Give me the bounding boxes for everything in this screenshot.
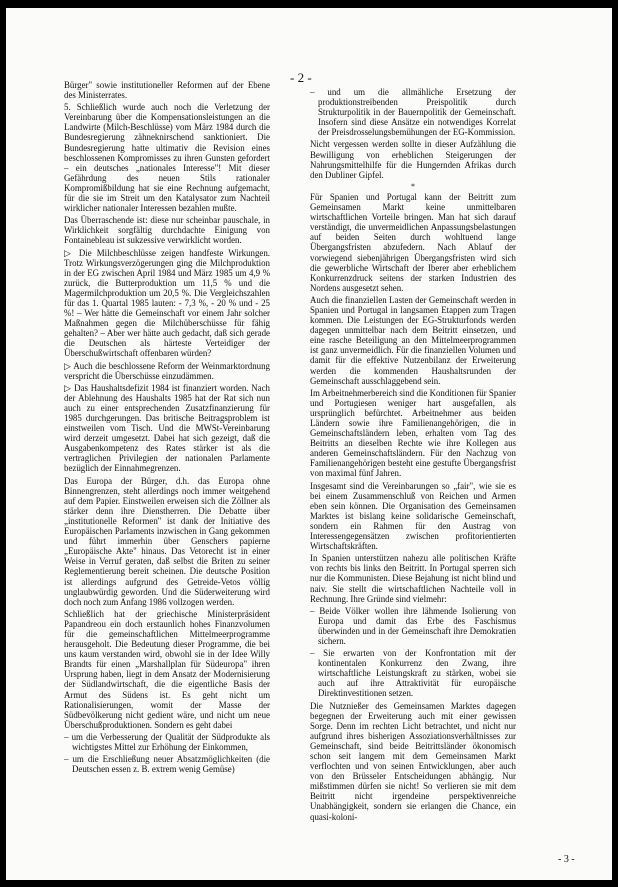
paragraph: Nicht vergessen werden sollte in dieser Aufzählung die Bewilligung von erheblichen Steigerungen der Nahrungsmittelhilfe für die Hungernden Afrikas durch den Dubliner Gipfel.	[310, 139, 516, 180]
paragraph: ▷ Die Milchbeschlüsse zeigen handfeste Wirkungen. Trotz Wirkungsverzögerungen ging die Milchproduktion in der EG zwischen April 1984 und März 1985 um 4,9 % zurück, die Butterproduktion um 11,5 % und die Magermilchproduktion um 20,5 %. Die Vergleichszahlen für das 1. Quartal 1985 lauten: - 7,3 %, - 20 % und - 25 %! – Wer hätte die Gemeinschaft vor einem Jahr solcher Maßnahmen gegen die Milchüberschüsse für fähig gehalten? – Aber wer hätte auch gedacht, daß sich gerade die Deutschen als härteste Verteidiger der Überschußwirtschaft offenbaren würden?	[64, 247, 270, 359]
paragraph: Schließlich hat der griechische Ministerpräsident Papandreou ein doch erstaunlich hohes Finanzvolumen für die gemeinschaftlichen Mittelmeerprogramme herausgeholt. Die Bedeutung dieser Programme, die bei uns kaum verstanden wird, obwohl sie in der Idee Willy Brandts für einen „Marshallplan für Südeuropa" ihren Ursprung haben, liegt in dem Ansatz der Modernisierung der Südlandwirtschaft, die die eigentliche Basis der Armut des Südens ist. Es geht nicht um Rationalisierungen, womit der Masse der Südbevölkerung nicht gedient wäre, und nicht um neue Überschußproduktionen. Sondern es geht dabei	[64, 608, 270, 730]
paragraph: Die Nutznießer des Gemeinsamen Marktes dagegen begegnen der Erweiterung auch mit einer gewissen Sorge. Denn im rechten Licht betrachtet, und nicht nur aufgrund ihres bisherigen Assoziationsverhältnisses zur Gemeinschaft, sind beide Beitrittsländer ökonomisch schon seit langem mit dem Gemeinsamen Markt verflochten und von seinen Entwicklungen, aber auch von den Brüsseler Entscheidungen abhängig. Nur mißstimmen dürfen sie nicht! So verlieren sie mit dem Beitritt nicht irgendeine perspektivenreiche Unabhängigkeit, sondern sie erlangen die Chance, ein quasi-koloni-	[310, 700, 516, 822]
footer-page-marker: - 3 -	[558, 854, 575, 865]
section-separator: *	[411, 181, 415, 191]
left-column	[64, 80, 270, 870]
right-column	[310, 87, 516, 872]
bullet-list	[310, 87, 516, 137]
list-item: – um die Erschließung neuer Absatzmöglichkeiten (die Deutschen essen z. B. extrem wenig Gemüse)	[64, 754, 270, 775]
paragraph: ▷ Das Haushaltsdefizit 1984 ist finanziert worden. Nach der Ablehnung des Haushalts 1985 hat der Rat sich nun auch zu einer entsprechenden Zusatzfinanzierung für 1985 durchgerungen. Das britische Beitragsproblem ist einstweilen vom Tisch. Und die MWSt-Vereinbarung wird derzeit umgesetzt. Dabei hat sich gezeigt, daß die Ausgabenkompetenz des Rates stärker ist als die vertraglichen Privilegien der nationalen Parlamente bezüglich der Einnahmegrenzen.	[64, 382, 270, 474]
paragraph: Das Überraschende ist: diese nur scheinbar pauschale, in Wirklichkeit sorgfältig durchdachte Einigung von Fontainebleau ist sukzessive verwirklicht worden.	[64, 215, 270, 246]
paragraph: Bürger" sowie institutioneller Reformen auf der Ebene des Ministerrates.	[64, 80, 270, 101]
list-item: – Beide Völker wollen ihre lähmende Isolierung von Europa und damit das Erbe des Faschismus überwinden und in der Gemeinschaft ihre Demokratien sichern.	[310, 605, 516, 646]
page-number: - 2 -	[290, 70, 312, 85]
paragraph: Insgesamt sind die Vereinbarungen so „fair", wie sie es bei einem Zusammenschluß von Reichen und Armen eben sein können. Die Organisation des Gemeinsamen Marktes ist bislang keine solidarische Gemeinschaft, sondern ein Rahmen für den Austrag von Interessengegensätzen zwischen profitorientierten Wirtschaftskräften.	[310, 480, 516, 552]
bullet-list	[64, 732, 270, 774]
paragraph: ▷ Auch die beschlossene Reform der Weinmarktordnung verspricht die Überschüsse einzudämmen.	[64, 360, 270, 381]
list-item: – um die Verbesserung der Qualität der Südprodukte als wichtigstes Mittel zur Erhöhung der Einkommen,	[64, 731, 270, 752]
paragraph: 5. Schließlich wurde auch noch die Verletzung der Vereinbarung über die Kompensationsleistungen an die Landwirte (Milch-Beschlüsse) vom März 1984 durch die Bundesregierung zähneknirschend sanktioniert. Die Bundesregierung hatte ultimativ die Revision eines beschlossenen Kompromisses zu ihren Gunsten gefordert – ein deutsches „nationales Interesse"! Mit dieser Gefährdung des neuen Stils rationaler Kompromißbildung hat sie eine Rechnung aufgemacht, für die sie im Streit um den Katalysator zum Nachteil wirklicher nationaler Interessen bezahlen mußte.	[64, 102, 270, 214]
paragraph: Das Europa der Bürger, d.h. das Europa ohne Binnengrenzen, steht allerdings noch immer weitgehend auf dem Papier. Einstweilen erweisen sich die Zöllner als stärker denn ihre Dienstherren. Die Debatte über „institutionelle Reformen" ist dank der Initiative des Europäischen Parlaments inzwischen in Gang gekommen und führt immerhin über Genschers papierne „Europäische Akte" hinaus. Das Vetorecht ist in einer Weise in Verruf geraten, daß selbst die Briten zu seiner Reglementierung bereit scheinen. Die deutsche Position ist allerdings aufgrund des Getreide-Vetos völlig unglaubwürdig geworden. Und die Süderweiterung wird doch noch zum Anfang 1986 vollzogen werden.	[64, 475, 270, 607]
paragraph: Auch die finanziellen Lasten der Gemeinschaft werden in Spanien und Portugal in langsamen Etappen zum Tragen kommen. Die Leistungen der EG-Strukturfonds werden dagegen unmittelbar nach dem Beitritt einsetzen, und eine rasche Beteiligung an den Mittelmeerprogrammen ist ganz unvermeidlich. Für die finanziellen Volumen und damit für die effektive Nutzenbilanz der Erweiterung werden die kommenden Haushaltsrunden der Gemeinschaft ausschlaggebend sein.	[310, 294, 516, 386]
paragraph: Im Arbeitnehmerbereich sind die Konditionen für Spanier und Portugiesen weniger hart ausgefallen, als ursprünglich befürchtet. Arbeitnehmer aus beiden Ländern sowie ihre Familienangehörigen, die in Gemeinschaftsländern leben, erhalten vom Tag des Beitritts an dieselben Rechte wie ihre Kollegen aus anderen Gemeinschaftsländern. Für den Nachzug von Familienangehörigen besteht eine gestufte Übergangsfrist von maximal fünf Jahren.	[310, 387, 516, 479]
list-item: – und um die allmähliche Ersetzung der produktionstreibenden Preispolitik durch Strukturpolitik in der Bauernpolitik der Gemeinschaft. Insofern sind diese Ansätze ein notwendiges Korrelat der Preisdrosselungsbemühungen der EG-Kommission.	[310, 87, 516, 138]
document-page	[6, 8, 612, 880]
paragraph: Für Spanien und Portugal kann der Beitritt zum Gemeinsamen Markt keine unmittelbaren wirtschaftlichen Vorteile bringen. Man hat sich darauf verständigt, die unvermeidlichen Anpassungsbelastungen auf beiden Seiten durch wohltuend lange Übergangsfristen abzufedern. Nach Ablauf der vorwiegend siebenjährigen Übergangsfristen wird sich die gewerbliche Wirtschaft der Iberer aber erheblichem Konkurrenzdruck seitens der starken Industrien des Nordens ausgesetzt sehen.	[310, 191, 516, 293]
paragraph: In Spanien unterstützen nahezu alle politischen Kräfte von rechts bis links den Beitritt. In Portugal sperren sich nur die Kommunisten. Diese Bejahung ist nicht blind und naiv. Sie stellt die wirtschaftlichen Nachteile voll in Rechnung. Ihre Gründe sind vielmehr:	[310, 553, 516, 604]
list-item: – Sie erwarten von der Konfrontation mit der kontinentalen Konkurrenz den Zwang, ihre wirtschaftliche Leistungskraft zu stärken, wobei sie auch auf ihre Attraktivität für europäische Direktinvestitionen setzen.	[310, 648, 516, 699]
bullet-list	[310, 606, 516, 699]
